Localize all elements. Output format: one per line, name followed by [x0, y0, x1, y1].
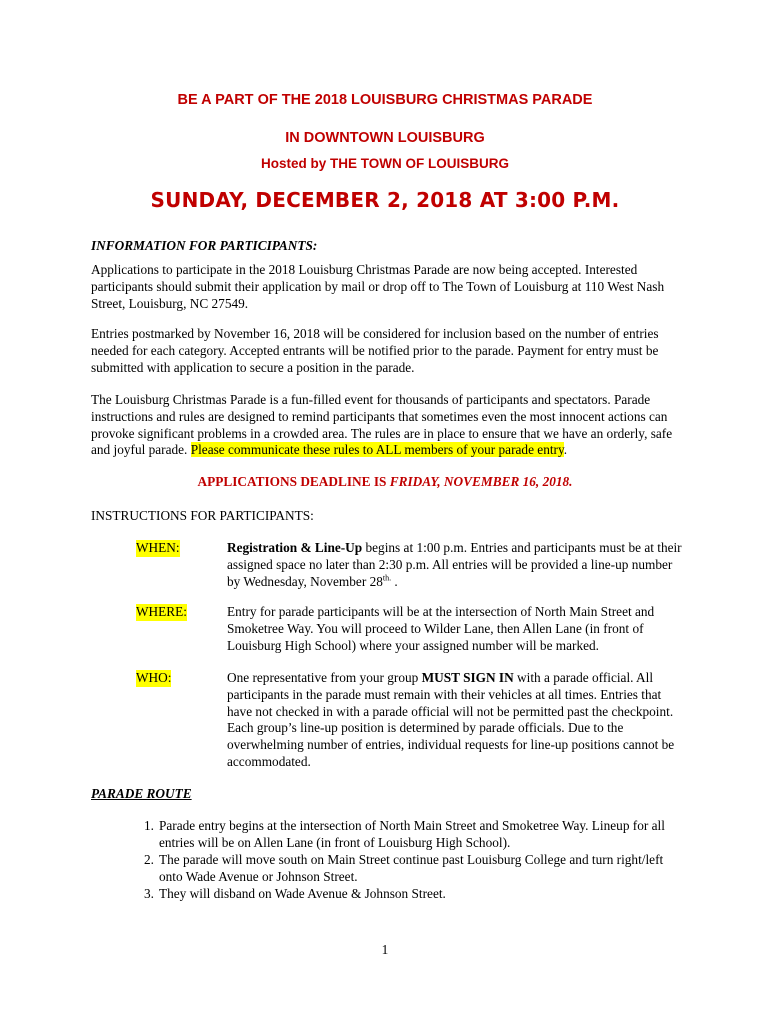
parade-route-heading: PARADE ROUTE — [91, 786, 192, 801]
must-sign-in: MUST SIGN IN — [421, 670, 514, 685]
applications-deadline — [0, 474, 770, 491]
who-text — [227, 670, 687, 771]
information-heading: INFORMATION FOR PARTICIPANTS: — [91, 238, 318, 253]
when-detail: begins at 1:00 p.m. Entries and participants must be at their assigned space no later than 2:30 p.m. All entries will be provided a line-up number by Wednesday, November 28 — [227, 540, 682, 589]
deadline-prefix: APPLICATIONS DEADLINE IS — [197, 474, 390, 489]
paragraph-3-end: . — [563, 442, 568, 458]
list-text: Parade entry begins at the intersection of North Main Street and Smoketree Way. Lineup for all entries will be on Allen Lane (in front of Louisburg High School). — [159, 818, 665, 850]
who-label: WHO: — [136, 670, 172, 685]
info-paragraph-2: Entries postmarked by November 16, 2018 will be considered for inclusion based on the number of entries needed for each category. Accepted entrants will be notified prior to the parade. Payment for entry must be submitted with application to secure a position in the parade. — [91, 326, 659, 375]
list-number: 2. — [144, 852, 154, 867]
who-pre: One representative from your group — [227, 670, 422, 685]
page-number: 1 — [381, 942, 389, 957]
list-text: The parade will move south on Main Street continue past Louisburg College and turn right/left onto Wade Avenue or Johnson Street. — [159, 852, 664, 884]
registration-lineup: Registration & Line-Up — [227, 540, 363, 555]
paragraph-3-text: The Louisburg Christmas Parade is a fun-filled event for thousands of participants and spectators. Parade instructions and rules are designed to remind participants that sometimes even the most innocent actions can provoke significant problems in a crowded area. The rules are in place to ensure that we have an orderly, safe and joyful parade. — [91, 392, 673, 458]
when-text — [227, 540, 687, 590]
event-date: SUNDAY, DECEMBER 2, 2018 AT 3:00 P.M. — [150, 188, 620, 212]
where-text: Entry for parade participants will be at the intersection of North Main Street and Smoketree Way. You will proceed to Wilder Lane, then Allen Lane (in front of Louisburg High School) where your assigned number will be marked. — [227, 604, 655, 653]
instructions-heading: INSTRUCTIONS FOR PARTICIPANTS: — [91, 508, 314, 523]
when-label: WHEN: — [136, 540, 180, 555]
host-line: Hosted by THE TOWN OF LOUISBURG — [260, 156, 509, 171]
who-detail: with a parade official. All participants in the parade must remain with their vehicles at all times. Entries that have not checked in with a parade official will not be permitted past the checkpoint. Each group’s line-up position is determined by parade officials. Due to the overwhelming number of entries, individual requests for line-up positions cannot be accommodated. — [227, 670, 675, 769]
deadline-date: FRIDAY, NOVEMBER 16, 2018. — [389, 474, 573, 489]
when-end: . — [391, 573, 398, 589]
info-paragraph-3 — [91, 392, 691, 459]
where-label: WHERE: — [136, 604, 187, 619]
list-text: They will disband on Wade Avenue & Johnson Street. — [159, 886, 446, 901]
when-sup: th. — [382, 573, 392, 583]
highlighted-rules-note: Please communicate these rules to ALL members of your parade entry — [190, 442, 564, 458]
info-paragraph-1: Applications to participate in the 2018 Louisburg Christmas Parade are now being accepted. Interested participants should submit their application by mail or drop off to The Town of Louisburg at 110 West Nash Street, Louisburg, NC 27549. — [91, 262, 665, 311]
parade-title: BE A PART OF THE 2018 LOUISBURG CHRISTMAS PARADE — [177, 92, 593, 108]
list-number: 3. — [144, 886, 154, 901]
location-subtitle: IN DOWNTOWN LOUISBURG — [285, 130, 485, 146]
list-number: 1. — [144, 818, 154, 833]
